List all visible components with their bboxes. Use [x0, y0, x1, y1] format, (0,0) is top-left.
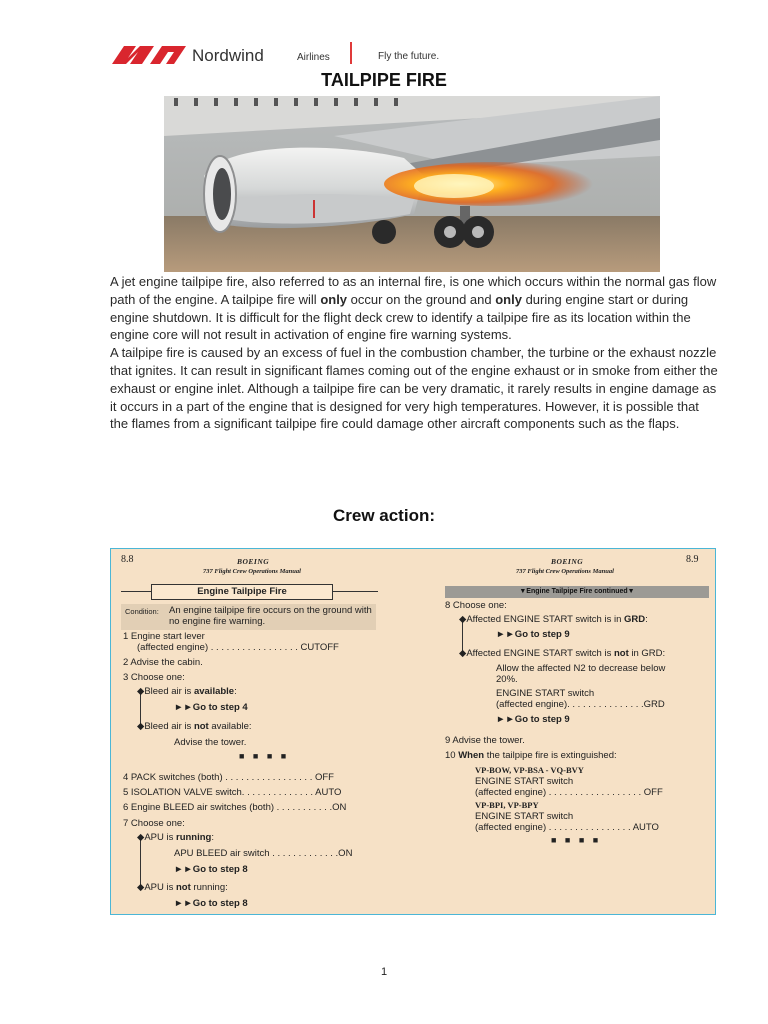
goto-step-4: ►►Go to step 4: [174, 702, 248, 713]
header-divider: [350, 42, 352, 64]
page-header: [110, 40, 670, 70]
step-8-option-a: ◆Affected ENGINE START switch is in GRD:: [459, 614, 648, 625]
step-10: 10 When the tailpipe fire is extinguished:: [445, 750, 617, 761]
goto-step-8-a: ►►Go to step 8: [174, 864, 248, 875]
fcom-header-right: 737 Flight Crew Operations Manual: [516, 568, 614, 575]
end-marker-left-1: ■ ■ ■ ■: [239, 751, 290, 761]
title-rule-right: [333, 591, 378, 592]
checklist-title: Engine Tailpipe Fire: [151, 584, 333, 600]
step-1-action: (affected engine) . . . . . . . . . . . . . . . . . CUTOFF: [137, 642, 339, 653]
step-7-option-b: ◆APU is not running:: [137, 882, 228, 893]
right-page-number: 8.9: [686, 554, 699, 565]
advise-tower: Advise the tower.: [174, 737, 247, 748]
body-text: [110, 273, 720, 433]
step-9: 9 Advise the tower.: [445, 735, 525, 746]
boeing-logo-left: BOEING: [237, 557, 270, 566]
engine-start-switch-label: ENGINE START switch: [496, 688, 595, 699]
condition-text: An engine tailpipe fire occurs on the ground with no engine fire warning.: [169, 605, 372, 627]
checklist-excerpt: [110, 548, 716, 915]
engine-fire-photo: [164, 96, 660, 272]
step-7: 7 Choose one:: [123, 818, 185, 829]
step-8-option-b: ◆Affected ENGINE START switch is not in GRD:: [459, 648, 666, 659]
page-number: 1: [380, 966, 388, 978]
goto-step-8-b: ►►Go to step 8: [174, 898, 248, 909]
step-3-option-a: ◆Bleed air is available:: [137, 686, 237, 697]
engine-start-switch-grd: (affected engine). . . . . . . . . . . . . . .GRD: [496, 699, 665, 710]
step-8: 8 Choose one:: [445, 600, 507, 611]
condition-box: [121, 604, 376, 630]
section-heading-crew-action: Crew action:: [332, 506, 436, 525]
condition-label: Condition:: [125, 607, 159, 616]
reg1-action-off: (affected engine) . . . . . . . . . . . . . . . . . . OFF: [475, 787, 663, 798]
step-2: 2 Advise the cabin.: [123, 657, 203, 668]
tagline: Fly the future.: [378, 51, 440, 62]
allow-n2-line-1: Allow the affected N2 to decrease below: [496, 663, 666, 674]
registrations-group-2: VP-BPI, VP-BPY: [475, 800, 539, 810]
fcom-header-left: 737 Flight Crew Operations Manual: [203, 568, 301, 575]
step-1-label: 1 Engine start lever: [123, 631, 205, 642]
registrations-group-1: VP-BOW, VP-BSA - VQ-BVY: [475, 765, 584, 775]
goto-step-9-a: ►►Go to step 9: [496, 629, 570, 640]
brand-subtitle: Airlines: [297, 52, 330, 63]
step-4: 4 PACK switches (both) . . . . . . . . . . . . . . . . . OFF: [123, 772, 334, 783]
step-5: 5 ISOLATION VALVE switch. . . . . . . . . . . . . . AUTO: [123, 787, 342, 798]
end-marker-right: ■ ■ ■ ■: [551, 835, 602, 845]
page-title: TAILPIPE FIRE: [321, 70, 447, 90]
step-6: 6 Engine BLEED air switches (both) . . . . . . . . . . .ON: [123, 802, 347, 813]
reg1-engine-start-switch: ENGINE START switch: [475, 776, 574, 787]
apu-bleed-switch: APU BLEED air switch . . . . . . . . . . . . .ON: [174, 848, 353, 859]
left-page-number: 8.8: [121, 554, 134, 565]
step-7-option-a: ◆APU is running:: [137, 832, 214, 843]
nordwind-logo-icon: [110, 42, 188, 66]
title-rule-left: [121, 591, 151, 592]
paragraph-1: A jet engine tailpipe fire, also referred to as an internal fire, is one which occurs within the normal gas flow path of the engine. A tailpipe fire will only occur on the ground and only during engine start or during engine shutdown. It is difficult for the flight deck crew to identify a tailpipe fire as its location within the engine core will not result in activation of engine fire warning systems.: [110, 274, 717, 343]
goto-step-9-b: ►►Go to step 9: [496, 714, 570, 725]
step-3: 3 Choose one:: [123, 672, 185, 683]
boeing-logo-right: BOEING: [551, 557, 584, 566]
reg2-action-auto: (affected engine) . . . . . . . . . . . . . . . . AUTO: [475, 822, 659, 833]
brand-name: Nordwind: [192, 46, 264, 65]
allow-n2-line-2: 20%.: [496, 674, 518, 685]
continued-title: ▼Engine Tailpipe Fire continued▼: [445, 586, 709, 598]
paragraph-2: A tailpipe fire is caused by an excess of fuel in the combustion chamber, the turbine or the exhaust nozzle that ignites. It can result in significant flames coming out of the engine exhaust or in smoke from either the exhaust or engine inlet. Although a tailpipe fire can be very dramatic, it rarely results in engine damage as it occurs in a part of the engine that is designed for very high temperatures. However, it is possible that the flames from a significant tailpipe fire could damage other aircraft components such as the flaps.: [110, 345, 718, 432]
reg2-engine-start-switch: ENGINE START switch: [475, 811, 574, 822]
step-3-option-b: ◆Bleed air is not available:: [137, 721, 252, 732]
